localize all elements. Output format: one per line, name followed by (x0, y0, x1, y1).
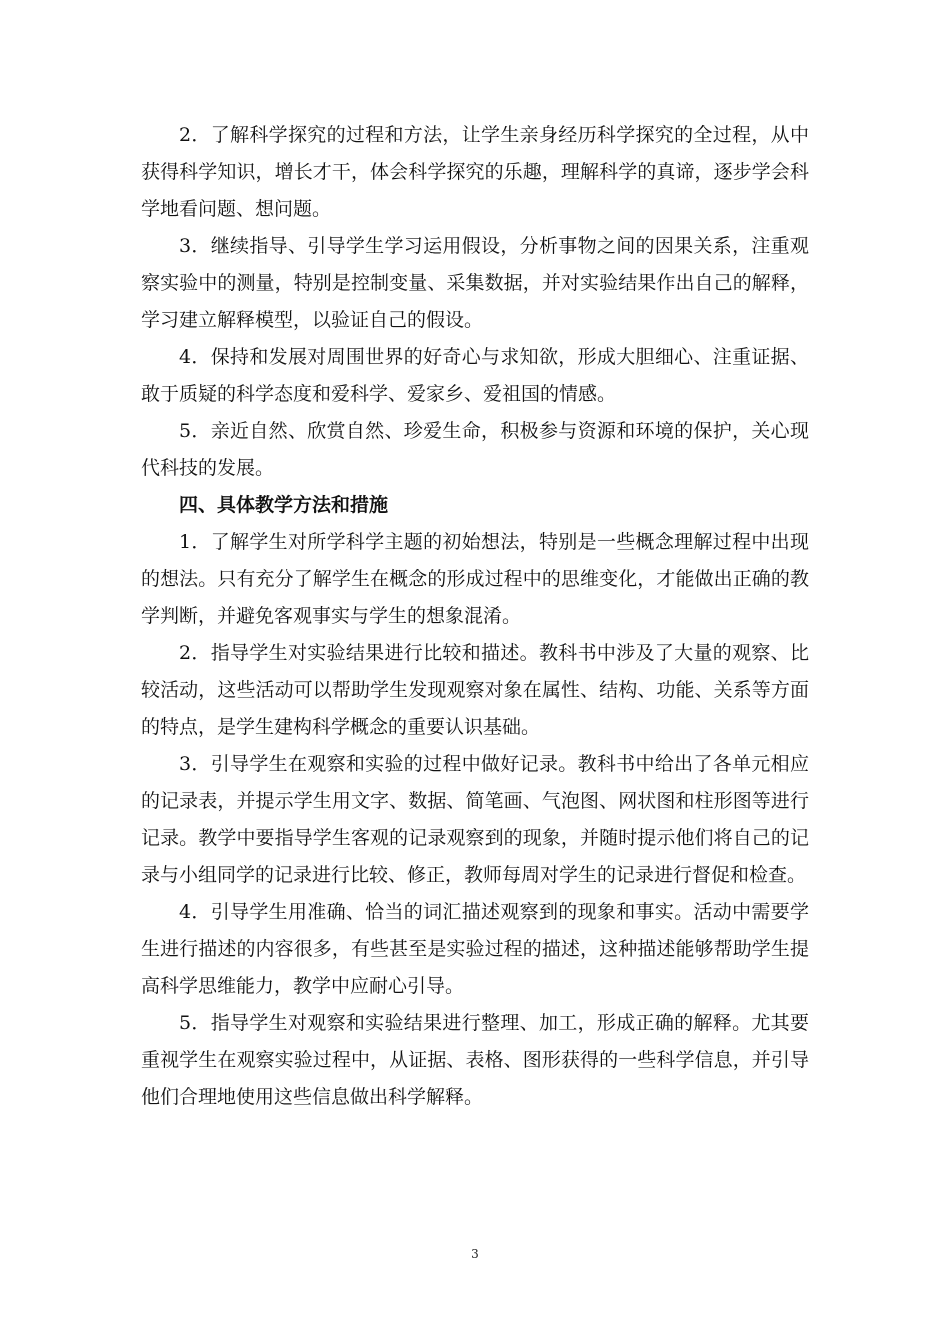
goal-paragraph-4: 4．保持和发展对周围世界的好奇心与求知欲，形成大胆细心、注重证据、敢于质疑的科学态度和爱科学、爱家乡、爱祖国的情感。 (141, 346, 809, 405)
method-paragraph-5: 5．指导学生对观察和实验结果进行整理、加工，形成正确的解释。尤其要重视学生在观察实验过程中，从证据、表格、图形获得的一些科学信息，并引导他们合理地使用这些信息做出科学解释。 (141, 1012, 809, 1108)
page-body (141, 117, 809, 1116)
page-number: 3 (471, 1247, 479, 1261)
method-paragraph-3: 3．引导学生在观察和实验的过程中做好记录。教科书中给出了各单元相应的记录表，并提示学生用文字、数据、简笔画、气泡图、网状图和柱形图等进行记录。教学中要指导学生客观的记录观察到的现象，并随时提示他们将自己的记录与小组同学的记录进行比较、修正，教师每周对学生的记录进行督促和检查。 (141, 753, 809, 886)
method-paragraph-1: 1．了解学生对所学科学主题的初始想法，特别是一些概念理解过程中出现的想法。只有充分了解学生在概念的形成过程中的思维变化，才能做出正确的教学判断，并避免客观事实与学生的想象混淆。 (141, 531, 809, 627)
goal-paragraph-3: 3．继续指导、引导学生学习运用假设，分析事物之间的因果关系，注重观察实验中的测量，特别是控制变量、采集数据，并对实验结果作出自己的解释，学习建立解释模型，以验证自己的假设。 (141, 235, 809, 331)
goal-paragraph-2: 2．了解科学探究的过程和方法，让学生亲身经历科学探究的全过程，从中获得科学知识，增长才干，体会科学探究的乐趣，理解科学的真谛，逐步学会科学地看问题、想问题。 (141, 124, 809, 220)
method-paragraph-4: 4．引导学生用准确、恰当的词汇描述观察到的现象和事实。活动中需要学生进行描述的内容很多，有些甚至是实验过程的描述，这种描述能够帮助学生提高科学思维能力，教学中应耐心引导。 (141, 901, 809, 997)
section-heading: 四、具体教学方法和措施 (179, 494, 389, 516)
goal-paragraph-5: 5．亲近自然、欣赏自然、珍爱生命，积极参与资源和环境的保护，关心现代科技的发展。 (141, 420, 809, 479)
method-paragraph-2: 2．指导学生对实验结果进行比较和描述。教科书中涉及了大量的观察、比较活动，这些活动可以帮助学生发现观察对象在属性、结构、功能、关系等方面的特点，是学生建构科学概念的重要认识基础。 (141, 642, 809, 738)
